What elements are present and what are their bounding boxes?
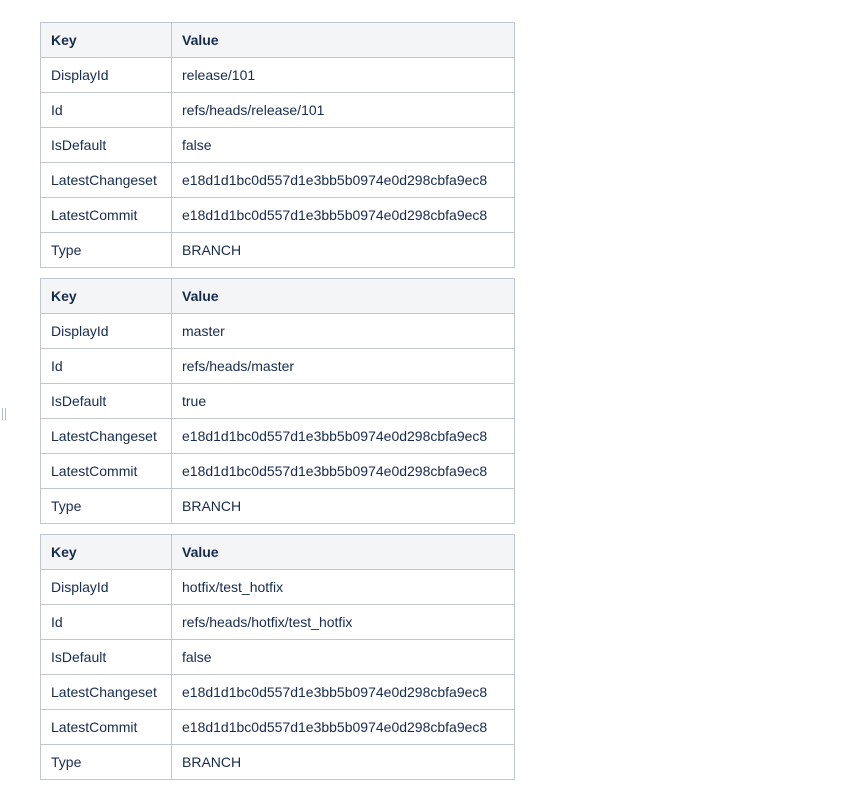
value-cell: false: [172, 640, 515, 675]
table-row: [41, 384, 515, 419]
resize-grip-line: [5, 408, 6, 420]
value-cell: BRANCH: [172, 233, 515, 268]
value-cell: refs/heads/release/101: [172, 93, 515, 128]
key-cell: LatestCommit: [41, 198, 172, 233]
table-row: [41, 314, 515, 349]
table-row: [41, 419, 515, 454]
table-row: [41, 128, 515, 163]
value-cell: BRANCH: [172, 745, 515, 780]
table-row: [41, 640, 515, 675]
key-cell: Type: [41, 489, 172, 524]
value-cell: hotfix/test_hotfix: [172, 570, 515, 605]
key-cell: LatestChangeset: [41, 419, 172, 454]
value-cell: true: [172, 384, 515, 419]
panel-resize-handle[interactable]: [2, 408, 8, 422]
key-cell: IsDefault: [41, 640, 172, 675]
key-cell: LatestChangeset: [41, 163, 172, 198]
key-cell: LatestChangeset: [41, 675, 172, 710]
value-cell: false: [172, 128, 515, 163]
key-cell: Id: [41, 349, 172, 384]
branch-table-hotfix: [40, 534, 515, 780]
table-row: [41, 745, 515, 780]
resize-grip-line: [2, 408, 3, 420]
value-cell: refs/heads/master: [172, 349, 515, 384]
value-column-header: Value: [172, 23, 515, 58]
key-cell: Id: [41, 605, 172, 640]
table-row: [41, 233, 515, 268]
value-cell: master: [172, 314, 515, 349]
key-column-header: Key: [41, 535, 172, 570]
table-header-row: [41, 279, 515, 314]
value-cell: refs/heads/hotfix/test_hotfix: [172, 605, 515, 640]
value-cell: e18d1d1bc0d557d1e3bb5b0974e0d298cbfa9ec8: [172, 710, 515, 745]
table-row: [41, 93, 515, 128]
key-column-header: Key: [41, 23, 172, 58]
key-cell: DisplayId: [41, 570, 172, 605]
table-row: [41, 570, 515, 605]
value-cell: e18d1d1bc0d557d1e3bb5b0974e0d298cbfa9ec8: [172, 419, 515, 454]
table-row: [41, 605, 515, 640]
key-cell: LatestCommit: [41, 710, 172, 745]
table-header-row: [41, 535, 515, 570]
value-cell: e18d1d1bc0d557d1e3bb5b0974e0d298cbfa9ec8: [172, 163, 515, 198]
table-row: [41, 198, 515, 233]
value-cell: e18d1d1bc0d557d1e3bb5b0974e0d298cbfa9ec8: [172, 454, 515, 489]
table-row: [41, 489, 515, 524]
key-cell: DisplayId: [41, 58, 172, 93]
value-column-header: Value: [172, 535, 515, 570]
key-cell: IsDefault: [41, 128, 172, 163]
key-cell: IsDefault: [41, 384, 172, 419]
key-cell: Type: [41, 233, 172, 268]
table-row: [41, 349, 515, 384]
key-cell: Type: [41, 745, 172, 780]
value-cell: e18d1d1bc0d557d1e3bb5b0974e0d298cbfa9ec8: [172, 675, 515, 710]
value-column-header: Value: [172, 279, 515, 314]
table-row: [41, 454, 515, 489]
key-column-header: Key: [41, 279, 172, 314]
branch-table-master: [40, 278, 515, 524]
table-header-row: [41, 23, 515, 58]
key-cell: DisplayId: [41, 314, 172, 349]
table-row: [41, 710, 515, 745]
value-cell: release/101: [172, 58, 515, 93]
key-cell: Id: [41, 93, 172, 128]
table-row: [41, 675, 515, 710]
key-cell: LatestCommit: [41, 454, 172, 489]
branch-table-release-101: [40, 22, 515, 268]
value-cell: BRANCH: [172, 489, 515, 524]
table-row: [41, 163, 515, 198]
value-cell: e18d1d1bc0d557d1e3bb5b0974e0d298cbfa9ec8: [172, 198, 515, 233]
table-row: [41, 58, 515, 93]
